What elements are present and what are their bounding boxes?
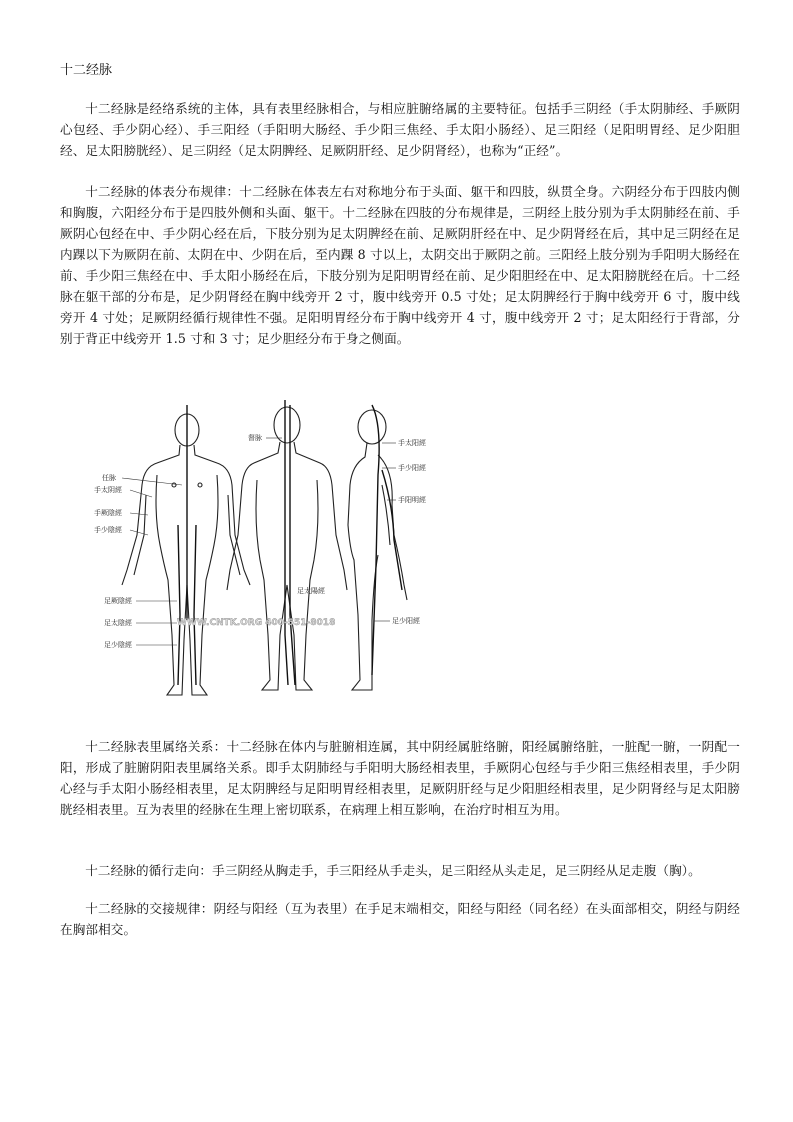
label-shou-taiyin: 手太阴經 [94,486,122,494]
paragraph-flow-direction: 十二经脉的循行走向：手三阴经从胸走手，手三阳经从手走头，足三阳经从头走足，足三阴经从足走腹（胸）。 [85,863,701,878]
meridian-figure [82,385,442,710]
label-zu-shaoyang: 足少阳經 [392,617,420,625]
label-ren-mai: 任脉 [102,474,116,482]
label-shou-yangming: 手阳明經 [398,496,426,504]
label-zu-jueyin: 足厥陰經 [104,597,132,605]
label-zu-taiyang: 足太陽經 [297,587,325,595]
meridian-diagram [82,385,442,710]
paragraph-surface-distribution: 十二经脉的体表分布规律：十二经脉在体表左右对称地分布于头面、躯干和四肢，纵贯全身。六阴经分布于四肢内侧和胸腹，六阳经分布于是四肢外侧和头面、躯干。十二经脉在四肢的分布规律是，三阴经上肢分别为手太阴肺经在前、手厥阴心包经在中、手少阴心经在后，下肢分别为足太阴脾经在前、足厥阴肝经在中、足少阴肾经在后，其中足三阴经在足内踝以下为厥阴在前、太阴在中、少阴在后，至内踝 8 寸以上，太阴交出于厥阴之前。三阳经上肢分别为手阳明大肠经在前、手少阳三焦经在中、手太阳小肠经在后，下肢分别为足阳明胃经在前、足少阳胆经在中、足太阳膀胱经在后。十二经脉在躯干部的分布是，足少阴肾经在胸中线旁开 2 寸，腹中线旁开 0.5 寸处；足太阴脾经行于胸中线旁开 6 寸，腹中线旁开 4 寸处；足厥阴经循行规律性不强。足阳明胃经分布于胸中线旁开 4 寸，腹中线旁开 2 寸；足太阳经行于背部，分别于背正中线旁开 1.5 寸和 3 寸；足少胆经分布于身之侧面。 [60,184,740,346]
paragraph-connection-rules: 十二经脉的交接规律：阴经与阳经（互为表里）在手足末端相交，阳经与阳经（同名经）在头面部相交，阴经与阴经在胸部相交。 [60,901,740,937]
label-shou-taiyang: 手太阳經 [398,439,426,447]
page-title: 十二经脉 [60,63,113,78]
side-meridian-line [372,405,379,675]
paragraph-overview: 十二经脉是经络系统的主体，具有表里经脉相合，与相应脏腑络属的主要特征。包括手三阴经（手太阴肺经、手厥阴心包经、手少阴心经）、手三阳经（手阳明大肠经、手少阳三焦经、手太阳小肠经）、足三阳经（足阳明胃经、足少阳胆经、足太阳膀胱经）、足三阴经（足太阴脾经、足厥阴肝经、足少阴肾经），也称为“正经”。 [60,101,740,158]
label-du-mai: 督脉 [248,434,262,442]
paragraph-exterior-interior-relation: 十二经脉表里属络关系：十二经脉在体内与脏腑相连属，其中阴经属脏络腑，阳经属腑络脏，一脏配一腑，一阴配一阳，形成了脏腑阴阳表里属络关系。即手太阴肺经与手阳明大肠经相表里，手厥阴心包经与手少阳三焦经相表里，手少阴心经与手太阳小肠经相表里，足太阴脾经与足阳明胃经相表里，足厥阴肝经与足少阳胆经相表里，足少阴肾经与足太阳膀胱经相表里。互为表里的经脉在生理上密切联系，在病理上相互影响，在治疗时相互为用。 [60,739,740,817]
label-shou-shaoyin: 手少陰經 [94,526,122,534]
front-meridian-line [178,525,180,685]
side-body-figure [348,410,407,690]
label-shou-jueyin: 手厥陰經 [94,509,122,517]
label-zu-shaoyin: 足少陰經 [104,641,132,649]
label-shou-shaoyang: 手少阳經 [398,464,426,472]
label-zu-taiyin: 足太陰經 [104,619,132,627]
watermark-text: WWW.CNTK.ORG 400-551-8018 [177,618,336,628]
front-meridian-line-2 [194,525,196,685]
back-body-figure [227,407,347,690]
front-body-figure [122,414,250,695]
